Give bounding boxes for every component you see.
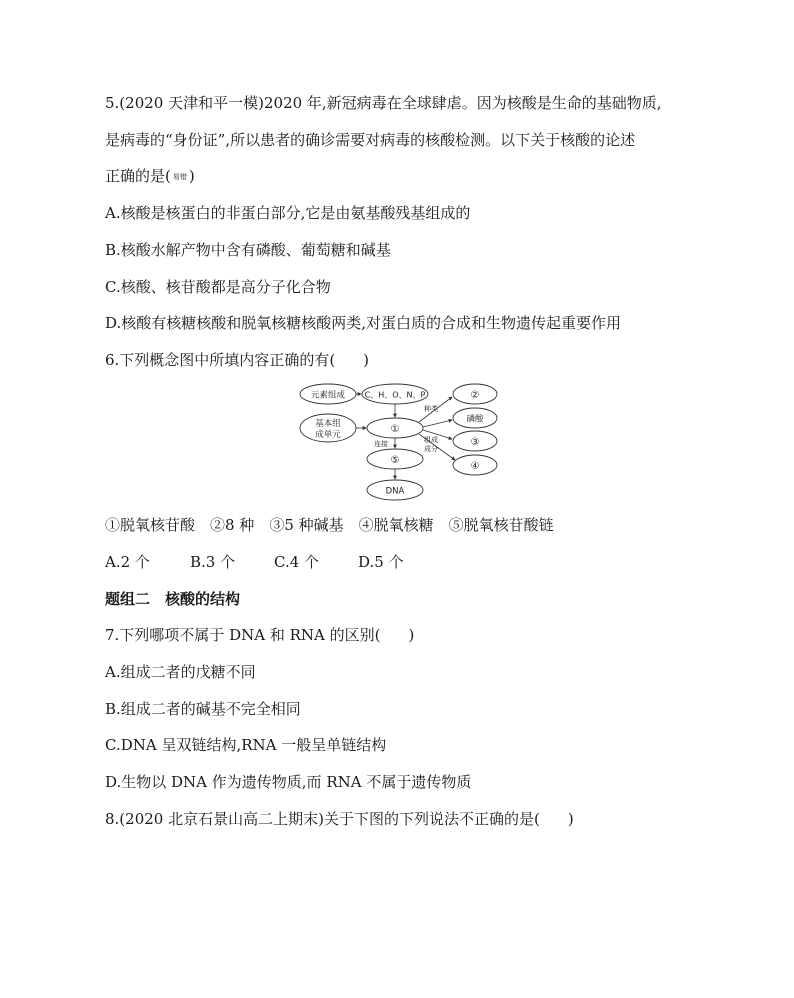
q5-line-1 xyxy=(105,93,661,113)
q5-option-c: C.核酸、核苷酸都是高分子化合物 xyxy=(105,278,331,296)
label-node-4: ④ xyxy=(470,461,480,472)
label-dna: DNA xyxy=(385,486,405,497)
label-elements: C、H、O、N、P xyxy=(364,390,426,400)
q5-line-3-text: 正确的是( xyxy=(105,167,171,185)
q7-option-c: C.DNA 呈双链结构,RNA 一般呈单链结构 xyxy=(105,736,387,754)
q7-option-d: D.生物以 DNA 作为遗传物质,而 RNA 不属于遗传物质 xyxy=(105,773,472,791)
label-component-1: 组成 xyxy=(424,436,438,444)
q5-line-1-rest: )2020 年,新冠病毒在全球肆虐。因为核酸是生命的基础物质, xyxy=(258,94,662,112)
q7-option-a: A.组成二者的戊糖不同 xyxy=(105,663,256,681)
q5-line-3 xyxy=(105,166,195,187)
q8-stem xyxy=(105,809,574,829)
q5-prefix: 5.(2020 xyxy=(105,94,169,112)
label-component-2: 成分 xyxy=(424,445,438,453)
q5-source: 天津和平一模 xyxy=(168,94,259,112)
label-node-1: ① xyxy=(390,424,400,435)
section-heading: 题组二 核酸的结构 xyxy=(105,590,241,608)
arrow-node1-phosphate xyxy=(423,420,452,427)
label-kind: 种类 xyxy=(424,405,438,413)
q8-source: 北京石景山高二上期末 xyxy=(168,810,319,828)
q5-error-prone-tag: 易错 xyxy=(172,173,187,181)
q6-items: ①脱氧核苷酸 ②8 种 ③5 种碱基 ④脱氧核糖 ⑤脱氧核苷酸链 xyxy=(105,516,554,534)
q5-option-b: B.核酸水解产物中含有磷酸、葡萄糖和碱基 xyxy=(105,241,391,259)
q6-stem-close: ) xyxy=(363,351,370,369)
q6-answer-a: A.2 个 xyxy=(105,553,150,571)
q5-option-a: A.核酸是核蛋白的非蛋白部分,它是由氨基酸残基组成的 xyxy=(105,204,471,222)
q7-option-b: B.组成二者的碱基不完全相同 xyxy=(105,700,301,718)
q8-close: ) xyxy=(567,810,574,828)
label-node-3: ③ xyxy=(470,437,480,448)
q6-stem xyxy=(105,350,369,370)
q8-rest: )关于下图的下列说法不正确的是( xyxy=(318,810,540,828)
q6-answers xyxy=(105,552,404,572)
q6-stem-text: 6.下列概念图中所填内容正确的有( xyxy=(105,351,336,369)
q5-line-2: 是病毒的“身份证”,所以患者的确诊需要对病毒的核酸检测。以下关于核酸的论述 xyxy=(105,131,636,149)
q7-stem xyxy=(105,625,414,645)
q6-answer-d: D.5 个 xyxy=(358,553,404,571)
q6-answer-c: C.4 个 xyxy=(274,553,320,571)
label-phosphate: 磷酸 xyxy=(466,414,484,425)
label-basic-unit-1: 基本组 xyxy=(315,419,341,429)
concept-diagram xyxy=(295,380,515,505)
label-link: 连接 xyxy=(374,440,388,448)
q8-prefix: 8.(2020 xyxy=(105,810,169,828)
q7-stem-text: 7.下列哪项不属于 DNA 和 RNA 的区别( xyxy=(105,626,381,644)
q6-answer-b: B.3 个 xyxy=(190,553,236,571)
label-element-composition: 元素组成 xyxy=(310,390,346,401)
q7-stem-close: ) xyxy=(408,626,415,644)
q5-line-3-close: ) xyxy=(188,167,195,185)
q5-option-d: D.核酸有核糖核酸和脱氧核糖核酸两类,对蛋白质的合成和生物遗传起重要作用 xyxy=(105,314,622,332)
label-node-2: ② xyxy=(470,390,480,401)
label-node-5: ⑤ xyxy=(390,455,400,466)
label-basic-unit-2: 成单元 xyxy=(315,430,341,440)
